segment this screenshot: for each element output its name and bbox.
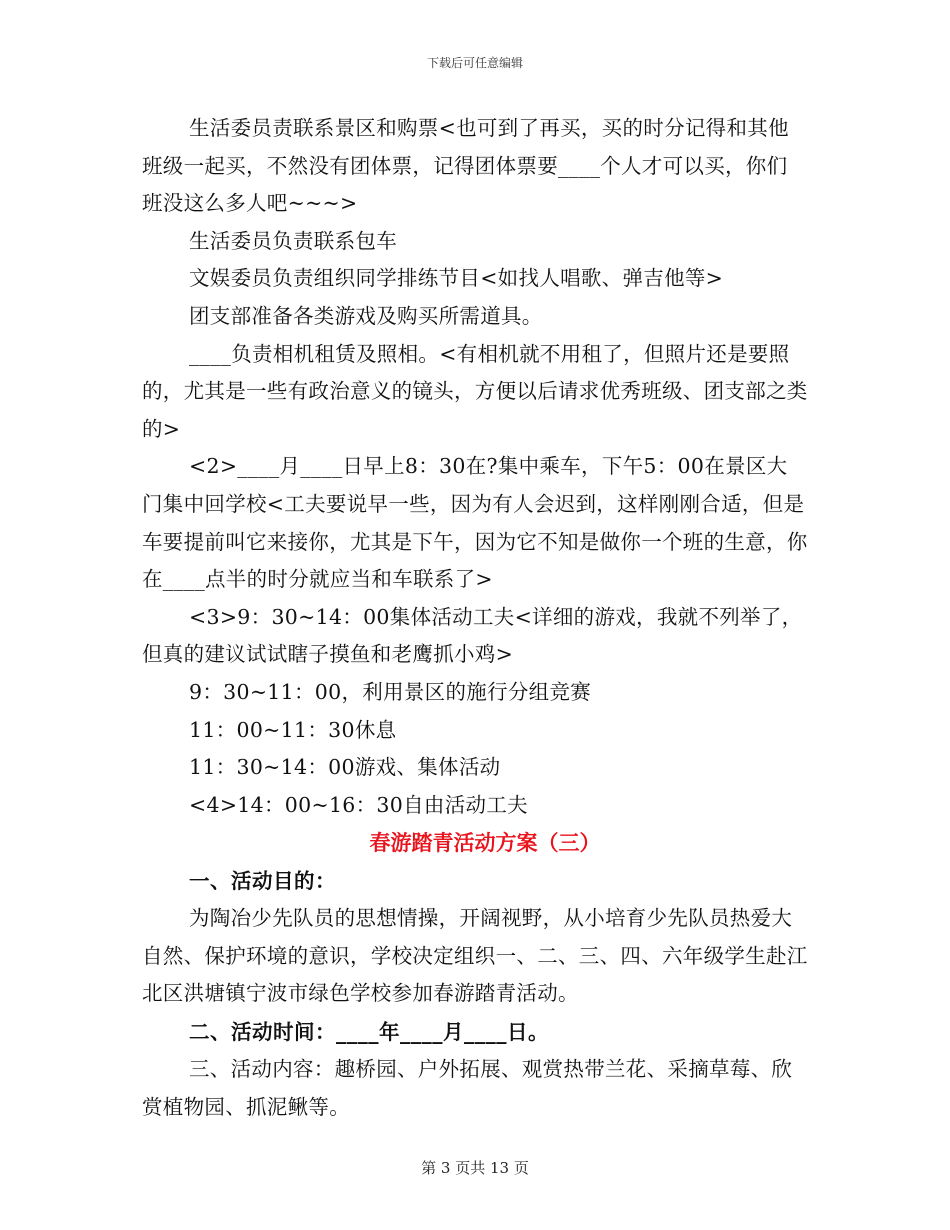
paragraph-charter-bus: 生活委员负责联系包车: [189, 228, 397, 253]
paragraph-games-props: 团支部准备各类游戏及购买所需道具。: [189, 303, 543, 328]
page-footer: 第 3 页共 13 页: [421, 1159, 529, 1177]
paragraph-purpose: 为陶冶少先队员的思想情操，开阔视野，从小培育少先队员热爱大自然、保护环境的意识，学校决定组织一、二、三、四、六年级学生赴江北区洪塘镇宁波市绿色学校参加春游踏青活动。: [142, 906, 808, 1006]
document-body: [142, 110, 808, 1126]
paragraph-time-competition: 9：30~11：00，利用景区的施行分组竞赛: [189, 679, 592, 704]
paragraph-content: 三、活动内容：趣桥园、户外拓展、观赏热带兰花、采摘草莓、欣赏植物园、抓泥鳅等。: [142, 1057, 793, 1119]
section-title: 春游踏青活动方案（三）: [369, 830, 601, 856]
paragraph-camera: ____负责相机租赁及照相。<有相机就不用租了，但照片还是要照的，尤其是一些有政治意义的镜头，方便以后请求优秀班级、团支部之类的>: [142, 341, 808, 441]
heading-purpose: 一、活动目的：: [189, 869, 336, 894]
paragraph-schedule-4: <4>14：00~16：30自由活动工夫: [189, 792, 528, 817]
paragraph-time-games: 11：30~14：00游戏、集体活动: [189, 755, 501, 780]
paragraph-purchase-tickets: 生活委员责联系景区和购票<也可到了再买，买的时分记得和其他班级一起买，不然没有团体票，记得团体票要____个人才可以买，你们班没这么多人吧~~~>: [142, 116, 789, 216]
page-header: 下载后可任意编辑: [426, 56, 523, 70]
heading-time: 二、活动时间：____年____月____日。: [189, 1020, 549, 1045]
paragraph-schedule-3: <3>9：30~14：00集体活动工夫<详细的游戏，我就不列举了，但真的建议试试瞎子摸鱼和老鹰抓小鸡>: [142, 604, 803, 667]
paragraph-schedule-2: <2>____月____日早上8：30在?集中乘车，下午5：00在景区大门集中回学校<工夫要说早一些，因为有人会迟到，这样刚刚合适，但是车要提前叫它来接你，尤其是下午，因为它不知是做你一个班的生意，你在____点半的时分就应当和车联系了>: [142, 454, 808, 592]
paragraph-time-rest: 11：00~11：30休息: [189, 717, 397, 742]
paragraph-entertainment: 文娱委员负责组织同学排练节目<如找人唱歌、弹吉他等>: [189, 266, 724, 291]
